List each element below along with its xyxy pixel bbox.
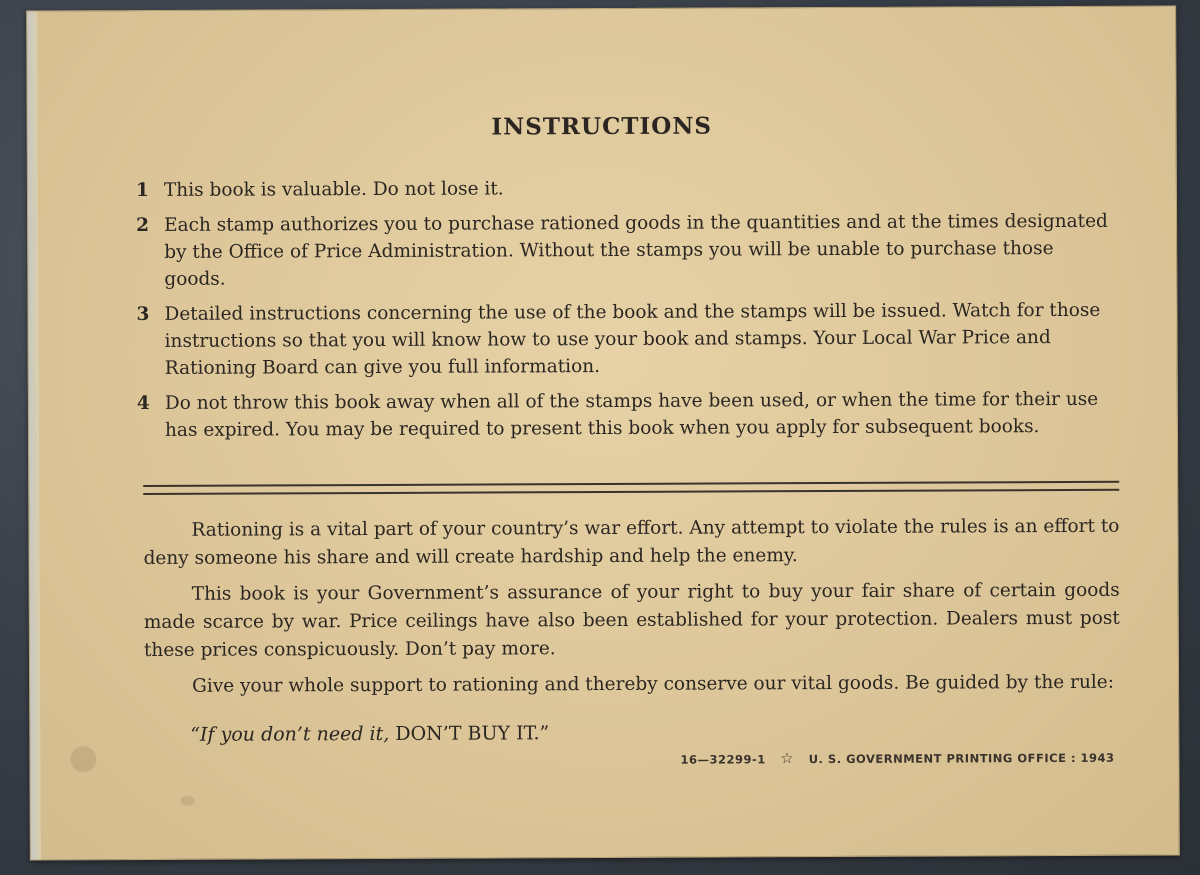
- instruction-list: [136, 173, 1117, 452]
- instruction-text: This book is valuable. Do not lose it.: [163, 178, 504, 201]
- instruction-item: [137, 386, 1117, 444]
- instruction-item: [136, 208, 1116, 293]
- instruction-number: 4: [136, 392, 150, 415]
- notice-paragraph: Rationing is a vital part of your country’s war effort. Any attempt to violate the rules is an effort to deny someone his share and will create hardship and help the enemy.: [143, 515, 1120, 570]
- notice-paragraph: Give your whole support to rationing and thereby conserve our vital goods. Be guided by the rule:: [192, 671, 1115, 697]
- instruction-number: 2: [136, 214, 150, 237]
- motto-italic: “If you don’t need it,: [190, 722, 390, 746]
- instruction-number: 3: [136, 303, 150, 326]
- instruction-number: 1: [135, 179, 149, 202]
- printer-footer: [680, 748, 1114, 768]
- instruction-text: Do not throw this book away when all of the stamps have been used, or when the time for their use has expired. You may be required to present this book when you apply for subsequent books.: [164, 388, 1099, 441]
- ration-book-back-cover: [26, 5, 1180, 860]
- star-icon: ☆: [780, 749, 795, 768]
- double-rule-divider: [143, 481, 1119, 495]
- rationing-notice: [143, 513, 1120, 709]
- instruction-item: [136, 297, 1116, 382]
- notice-paragraph: This book is your Government’s assurance of your right to buy your fair share of certain goods made scarce by war. Price ceilings have also been established for your protection. Dealers must post these prices conspicuously. Don’t pay more.: [143, 579, 1120, 662]
- footer-printer: U. S. GOVERNMENT PRINTING OFFICE : 1943: [808, 750, 1115, 767]
- instruction-text: Each stamp authorizes you to purchase rationed goods in the quantities and at the times designated by the Office of Price Administration. Without the stamps you will be unable to purchase those goods.: [164, 210, 1108, 290]
- stain-mark: [70, 746, 96, 772]
- motto-caps: DON’T BUY IT.”: [395, 722, 550, 745]
- instruction-item: [136, 173, 1116, 204]
- instruction-text: Detailed instructions concerning the use of the book and the stamps will be issued. Watch for those instructions so that you will know how to use your book and stamps. Your Local War Price and Rationing Board can give you full information.: [164, 299, 1101, 379]
- stain-mark: [181, 796, 195, 806]
- footer-code: 16—32299-1: [680, 752, 766, 767]
- motto: [190, 722, 549, 746]
- page-title: INSTRUCTIONS: [491, 112, 712, 141]
